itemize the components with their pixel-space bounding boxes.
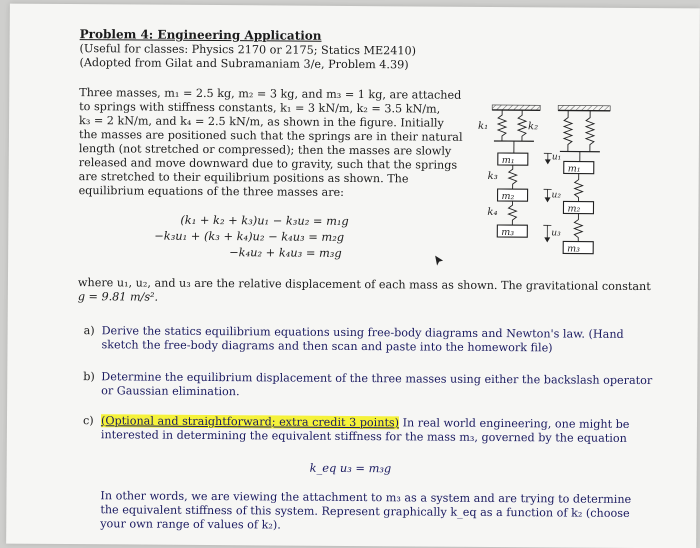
intro-line: k₃ = 2 kN/m, and k₄ = 2.5 kN/m, as shown in the figure. Initially bbox=[79, 114, 444, 130]
part-c-line: In other words, we are viewing the attachment to m₃ as a system and are trying to determine bbox=[100, 489, 631, 506]
label-m2: m₂ bbox=[502, 191, 515, 202]
equation-3: −k₄u₂ + k₄u₃ = m₃g bbox=[229, 245, 342, 260]
label-m1: m₁ bbox=[502, 155, 515, 166]
intro-line: to springs with stiffness constants, k₁ = 3 kN/m, k₂ = 3.5 kN/m, bbox=[79, 100, 440, 116]
classes-note: (Useful for classes: Physics 2170 or 2175; Statics ME2410) bbox=[80, 42, 417, 58]
part-a-line: sketch the free-body diagrams and then scan and paste into the homework file) bbox=[101, 338, 552, 355]
cursor-icon bbox=[434, 255, 444, 267]
part-a-marker: a) bbox=[84, 324, 95, 338]
where-line: g = 9.81 m/s². bbox=[78, 290, 158, 304]
part-c-marker: c) bbox=[83, 414, 94, 428]
part-b-line: Determine the equilibrium displacement of the three masses using either the backslash operator bbox=[101, 370, 652, 387]
intro-line: released and move downward due to gravity, such that the springs bbox=[79, 156, 457, 172]
part-c-line: interested in determining the equivalent stiffness for the mass m₃, governed by the equation bbox=[101, 428, 627, 445]
intro-line: Three masses, m₁ = 2.5 kg, m₂ = 3 kg, and m₃ = 1 kg, are attached bbox=[79, 86, 461, 102]
spring-mass-figure bbox=[463, 91, 624, 267]
label-m2-displaced: m₂ bbox=[567, 203, 580, 214]
label-k1: k₁ bbox=[478, 121, 488, 132]
part-b-line: or Gaussian elimination. bbox=[101, 384, 239, 399]
label-k2: k₂ bbox=[528, 121, 538, 132]
label-k3: k₃ bbox=[488, 171, 498, 182]
part-c-line: (Optional and straightforward; extra credit 3 points) In real world engineering, one might be bbox=[101, 414, 630, 431]
keq-equation: k_eq u₃ = m₃g bbox=[310, 461, 392, 476]
label-m3-displaced: m₃ bbox=[567, 243, 580, 254]
label-k4: k₄ bbox=[487, 207, 497, 218]
intro-line: the masses are positioned such that the springs are in their natural bbox=[79, 128, 463, 144]
where-line: where u₁, u₂, and u₃ are the relative displacement of each mass as shown. The gravitational constant bbox=[78, 276, 651, 294]
document-page bbox=[6, 4, 700, 548]
part-c-line: your own range of values of k₂). bbox=[100, 517, 281, 532]
extra-credit-highlight: (Optional and straightforward; extra credit 3 points) bbox=[101, 414, 399, 429]
equation-2: −k₃u₁ + (k₃ + k₄)u₂ − k₄u₃ = m₂g bbox=[154, 229, 344, 244]
label-u3: u₃ bbox=[551, 228, 561, 238]
label-u2: u₂ bbox=[552, 190, 562, 200]
problem-title: Problem 4: Engineering Application bbox=[80, 28, 322, 43]
label-u1: u₁ bbox=[552, 152, 561, 162]
intro-line: equilibrium equations of the three masses are: bbox=[79, 184, 344, 199]
part-c-line: the equivalent stiffness of this system. Represent graphically k_eq as a function of k₂ (choose bbox=[100, 503, 629, 520]
label-m3: m₃ bbox=[501, 227, 514, 238]
equation-1: (k₁ + k₂ + k₃)u₁ − k₃u₂ = m₁g bbox=[180, 213, 348, 228]
part-b-marker: b) bbox=[83, 370, 95, 384]
source-note: (Adopted from Gilat and Subramaniam 3/e, Problem 4.39) bbox=[79, 56, 408, 72]
intro-line: length (not stretched or compressed); then the masses are slowly bbox=[79, 142, 451, 158]
label-m1-displaced: m₁ bbox=[568, 163, 581, 174]
intro-line: are stretched to their equilibrium positions as shown. The bbox=[79, 170, 409, 186]
part-a-line: Derive the statics equilibrium equations using free-body diagrams and Newton's law. (Hand bbox=[102, 324, 624, 341]
